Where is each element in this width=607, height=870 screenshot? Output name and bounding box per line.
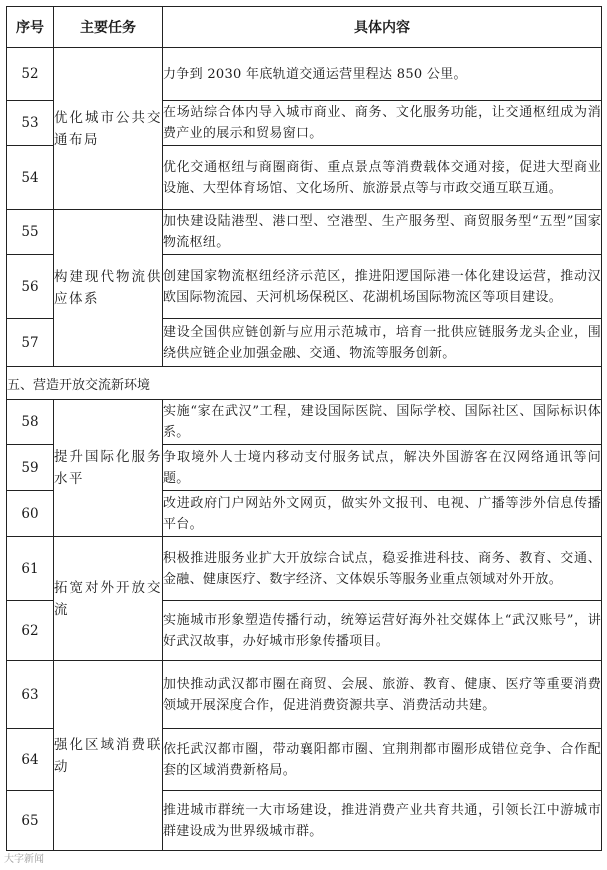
task-cell: 提升国际化服务水平 [54, 400, 163, 537]
task-cell: 构建现代物流供应体系 [54, 210, 163, 367]
detail-cell: 加快推动武汉都市圈在商贸、会展、旅游、教育、健康、医疗等重要消费领域开展深度合作，促进消费资源共享、消费活动共建。 [163, 661, 602, 729]
section-row [7, 367, 602, 400]
row-number: 61 [7, 537, 54, 601]
table-row [7, 210, 602, 255]
task-cell: 拓宽对外开放交流 [54, 537, 163, 661]
detail-cell: 实施城市形象塑造传播行动，统筹运营好海外社交媒体上“武汉账号”，讲好武汉故事，办好城市形象传播项目。 [163, 601, 602, 661]
header-detail: 具体内容 [163, 7, 602, 48]
detail-cell: 积极推进服务业扩大开放综合试点，稳妥推进科技、商务、教育、交通、金融、健康医疗、数字经济、文体娱乐等服务业重点领域对外开放。 [163, 537, 602, 601]
detail-cell: 推进城市群统一大市场建设，推进消费产业共育共通，引领长江中游城市群建设成为世界级城市群。 [163, 791, 602, 851]
row-number: 60 [7, 491, 54, 537]
table-row [7, 537, 602, 601]
row-number: 56 [7, 255, 54, 319]
row-number: 54 [7, 146, 54, 210]
detail-cell: 依托武汉都市圈，带动襄阳都市圈、宜荆荆都市圈形成错位竞争、合作配套的区域消费新格局。 [163, 729, 602, 791]
header-row [7, 7, 602, 48]
table-row [7, 661, 602, 729]
header-number: 序号 [7, 7, 54, 48]
table-row [7, 400, 602, 445]
detail-cell: 建设全国供应链创新与应用示范城市，培育一批供应链服务龙头企业，围绕供应链企业加强金融、交通、物流等服务创新。 [163, 319, 602, 367]
row-number: 63 [7, 661, 54, 729]
row-number: 58 [7, 400, 54, 445]
task-table [6, 6, 602, 851]
task-cell: 强化区域消费联动 [54, 661, 163, 851]
row-number: 53 [7, 101, 54, 146]
detail-cell: 优化交通枢纽与商圈商街、重点景点等消费载体交通对接，促进大型商业设施、大型体育场馆、文化场所、旅游景点等与市政交通互联互通。 [163, 146, 602, 210]
detail-cell: 在场站综合体内导入城市商业、商务、文化服务功能，让交通枢纽成为消费产业的展示和贸易窗口。 [163, 101, 602, 146]
row-number: 52 [7, 48, 54, 101]
watermark: 大字新闻 [4, 854, 44, 865]
row-number: 59 [7, 445, 54, 491]
table-row [7, 48, 602, 101]
detail-cell: 实施“家在武汉”工程，建设国际医院、国际学校、国际社区、国际标识体系。 [163, 400, 602, 445]
header-task: 主要任务 [54, 7, 163, 48]
detail-cell: 力争到 2030 年底轨道交通运营里程达 850 公里。 [163, 48, 602, 101]
row-number: 65 [7, 791, 54, 851]
row-number: 55 [7, 210, 54, 255]
detail-cell: 改进政府门户网站外文网页，做实外文报刊、电视、广播等涉外信息传播平台。 [163, 491, 602, 537]
detail-cell: 创建国家物流枢纽经济示范区，推进阳逻国际港一体化建设运营，推动汉欧国际物流园、天河机场保税区、花湖机场国际物流区等项目建设。 [163, 255, 602, 319]
row-number: 62 [7, 601, 54, 661]
row-number: 57 [7, 319, 54, 367]
task-cell: 优化城市公共交通布局 [54, 48, 163, 210]
row-number: 64 [7, 729, 54, 791]
detail-cell: 争取境外人士境内移动支付服务试点，解决外国游客在汉网络通讯等问题。 [163, 445, 602, 491]
detail-cell: 加快建设陆港型、港口型、空港型、生产服务型、商贸服务型“五型”国家物流枢纽。 [163, 210, 602, 255]
section-title: 五、营造开放交流新环境 [7, 367, 602, 400]
